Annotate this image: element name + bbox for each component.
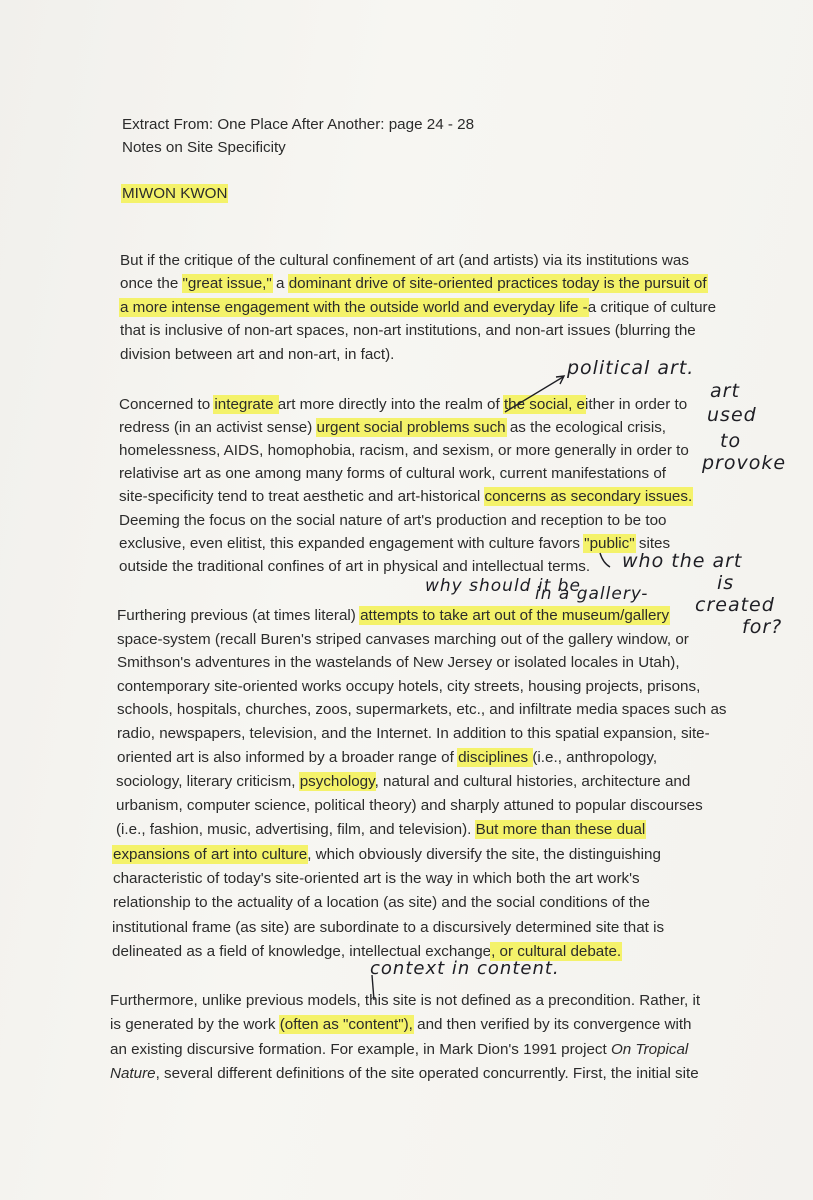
highlight: urgent social problems such — [316, 419, 506, 436]
p1-line-1: But if the critique of the cultural confinement of art (and artists) via its institutions was — [120, 252, 689, 269]
note-is: is — [717, 572, 735, 594]
highlight: psychology — [299, 773, 375, 790]
highlight: the social, e — [503, 396, 586, 413]
note-in-a-gallery: in a gallery- — [535, 584, 649, 604]
extract-source-line: Extract From: One Place After Another: page 24 - 28 — [122, 116, 475, 133]
p1-line-5: division between art and non-art, in fact). — [120, 346, 395, 363]
p3-line-5: schools, hospitals, churches, zoos, supermarkets, etc., and infiltrate media spaces such as — [117, 701, 727, 718]
p3-line-3: Smithson's adventures in the wastelands of New Jersey or isolated locales in Utah), — [117, 654, 680, 671]
p3-line-6: radio, newspapers, television, and the Internet. In addition to this spatial expansion, site- — [117, 725, 710, 742]
p3-line-1: Furthering previous (at times literal) attempts to take art out of the museum/gallery — [117, 607, 670, 624]
note-art: art — [710, 380, 740, 402]
note-why-should: why should it be — [425, 576, 581, 596]
p1-line-4: that is inclusive of non-art spaces, non-art institutions, and non-art issues (blurring the — [120, 322, 696, 339]
notes-title-line: Notes on Site Specificity — [122, 139, 286, 156]
p2-line-1: Concerned to integrate art more directly into the realm of the social, either in order to — [119, 396, 688, 413]
p3-line-13: relationship to the actuality of a location (as site) and the social conditions of the — [113, 894, 650, 911]
note-provoke: provoke — [702, 452, 787, 474]
note-who-the-art: who the art — [622, 550, 743, 572]
highlight: "great issue," — [182, 275, 272, 292]
p4-line-4: Nature, several different definitions of the site operated concurrently. First, the initial site — [110, 1065, 699, 1082]
highlight: a more intense engagement with the outside world and everyday life - — [120, 299, 588, 316]
p3-line-12: characteristic of today's site-oriented art is the way in which both the art work's — [113, 870, 640, 887]
author-highlight: MIWON KWON — [122, 185, 228, 202]
p3-line-7: oriented art is also informed by a broader range of disciplines (i.e., anthropology, — [117, 749, 658, 766]
p2-line-2: redress (in an activist sense) urgent social problems such as the ecological crisis, — [119, 419, 667, 436]
highlight: expansions of art into culture — [113, 846, 308, 863]
highlight: integrate — [214, 396, 278, 413]
highlight: attempts to take art out of the museum/gallery — [360, 607, 670, 624]
p1-line-2: once the "great issue," a dominant drive of site-oriented practices today is the pursuit of — [120, 275, 707, 292]
p1-line-3: a more intense engagement with the outside world and everyday life -a critique of culture — [120, 299, 717, 316]
note-context-in-content: context in content. — [370, 958, 560, 979]
note-for: for? — [742, 616, 783, 638]
p4-line-3: an existing discursive formation. For example, in Mark Dion's 1991 project On Tropical — [110, 1041, 689, 1058]
p3-line-2: space-system (recall Buren's striped canvases marching out of the gallery window, or — [117, 631, 689, 648]
note-political-art: political art. — [567, 357, 695, 379]
p3-line-15: delineated as a field of knowledge, intellectual exchange, or cultural debate. — [112, 943, 622, 960]
note-created: created — [695, 594, 775, 616]
p2-line-3: homelessness, AIDS, homophobia, racism, and sexism, or more generally in order to — [119, 442, 689, 459]
highlight: dominant drive of site-oriented practices today is the pursuit of — [288, 275, 707, 292]
highlight: (often as "content"), — [279, 1016, 413, 1033]
note-used: used — [707, 404, 757, 426]
highlight: "public" — [584, 535, 635, 552]
p3-line-11: expansions of art into culture, which obviously diversify the site, the distinguishing — [113, 846, 661, 863]
p3-line-10: (i.e., fashion, music, advertising, film, and television). But more than these dual — [116, 821, 646, 838]
p4-line-1: Furthermore, unlike previous models, this site is not defined as a precondition. Rather, it — [110, 992, 701, 1009]
p4-line-2: is generated by the work (often as "content"), and then verified by its convergence with — [110, 1016, 692, 1033]
p3-line-8: sociology, literary criticism, psychology, natural and cultural histories, architecture and — [116, 773, 691, 790]
highlight: secondary issues. — [570, 488, 693, 505]
p2-line-4: relativise art as one among many forms of cultural work, current manifestations of — [119, 465, 666, 482]
p2-line-7: exclusive, even elitist, this expanded engagement with culture favors "public" sites — [119, 535, 671, 552]
p2-line-5: site-specificity tend to treat aesthetic and art-historical concerns as secondary issues. — [119, 488, 693, 505]
highlight: , or cultural debate. — [491, 943, 622, 960]
p2-line-6: Deeming the focus on the social nature of art's production and reception to be too — [119, 512, 667, 529]
p3-line-14: institutional frame (as site) are subordinate to a discursively determined site that is — [112, 919, 665, 936]
p2-line-8: outside the traditional confines of art in physical and intellectual terms. — [119, 558, 591, 575]
p3-line-4: contemporary site-oriented works occupy hotels, city streets, housing projects, prisons, — [117, 678, 701, 695]
highlight: concerns as — [484, 488, 571, 505]
highlight: But more than these dual — [475, 821, 646, 838]
highlight: disciplines — [458, 749, 533, 766]
note-to: to — [720, 430, 742, 452]
p3-line-9: urbanism, computer science, political theory) and sharply attuned to popular discourses — [116, 797, 703, 814]
